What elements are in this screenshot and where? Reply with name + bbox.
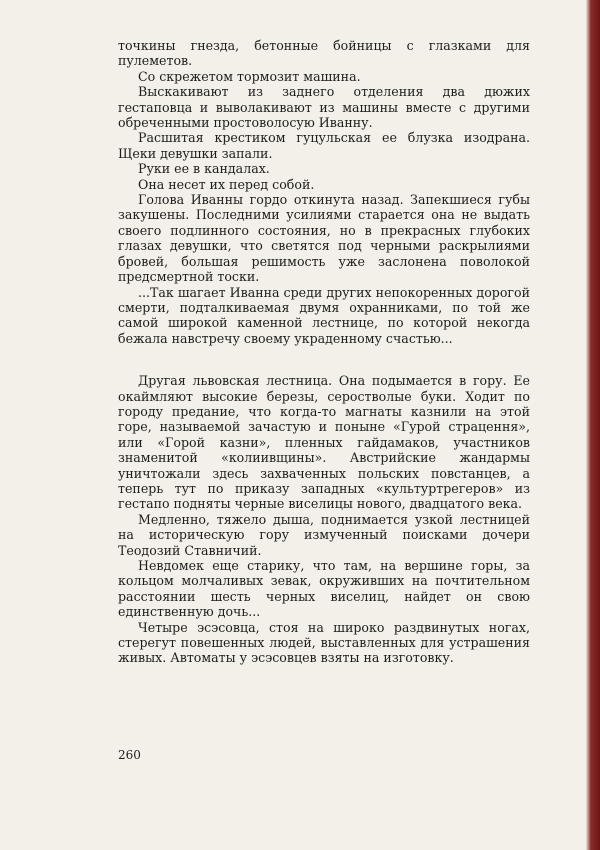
paragraph-12: Четыре эсэсовца, стоя на широко раздвинутых ногах, стерегут повешенных людей, выставленных для устрашения живых. Автоматы у эсэсовцев взяты на изготовку. xyxy=(118,619,530,666)
paragraph-11: Невдомек еще старику, что там, на вершине горы, за кольцом молчаливых зевак, окруживших на почтительном расстоянии шесть черных виселиц, найдет он свою единственную дочь... xyxy=(118,558,530,620)
paragraph-1: точкины гнезда, бетонные бойницы с глазками для пулеметов. xyxy=(118,38,530,69)
paragraph-3: Выскакивают из заднего отделения два дюжих гестаповца и выволакивают из машины вместе с другими обреченными простоволосую Иванну. xyxy=(118,84,530,131)
paragraph-2: Со скрежетом тормозит машина. xyxy=(138,68,361,84)
paragraph-6: Она несет их перед собой. xyxy=(138,176,315,192)
section-break xyxy=(118,346,530,373)
page-number: 260 xyxy=(118,748,141,762)
paragraph-7: Голова Иванны гордо откинута назад. Запекшиеся губы закушены. Последними усилиями старается она не выдать своего подлинного состояния, но в прекрасных глубоких глазах девушки, что светятся под черными раскрылиями бровей, большая решимость уже заслонена поволокой предсмертной тоски. xyxy=(118,192,530,285)
paragraph-4: Расшитая крестиком гуцульская ее блузка изодрана. Щеки девушки запали. xyxy=(118,130,530,161)
paragraph-8: ...Так шагает Иванна среди других непокоренных дорогой смерти, подталкиваемая двумя охранниками, по той же самой широкой каменной лестнице, по которой некогда бежала навстречу своему украденному счастью... xyxy=(118,284,530,346)
paragraph-10: Медленно, тяжело дыша, поднимается узкой лестницей на историческую гору измученный поисками дочери Теодозий Ставничий. xyxy=(118,511,530,558)
page-body xyxy=(118,38,530,666)
book-edge xyxy=(586,0,600,850)
paragraph-5: Руки ее в кандалах. xyxy=(138,161,270,177)
paragraph-9: Другая львовская лестница. Она подымается в гору. Ее окаймляют высокие березы, серостволые буки. Ходит по городу предание, что когда-то магнаты казнили на этой горе, называемой зачастую и поныне «Гурой страцення», или «Горой казни», пленных гайдамаков, участников знаменитой «колиивщины». Австрийские жандармы уничтожали здесь захваченных польских повстанцев, а теперь тут по приказу западных «культуртрегеров» из гестапо подняты черные виселицы нового, двадцатого века. xyxy=(118,373,530,512)
